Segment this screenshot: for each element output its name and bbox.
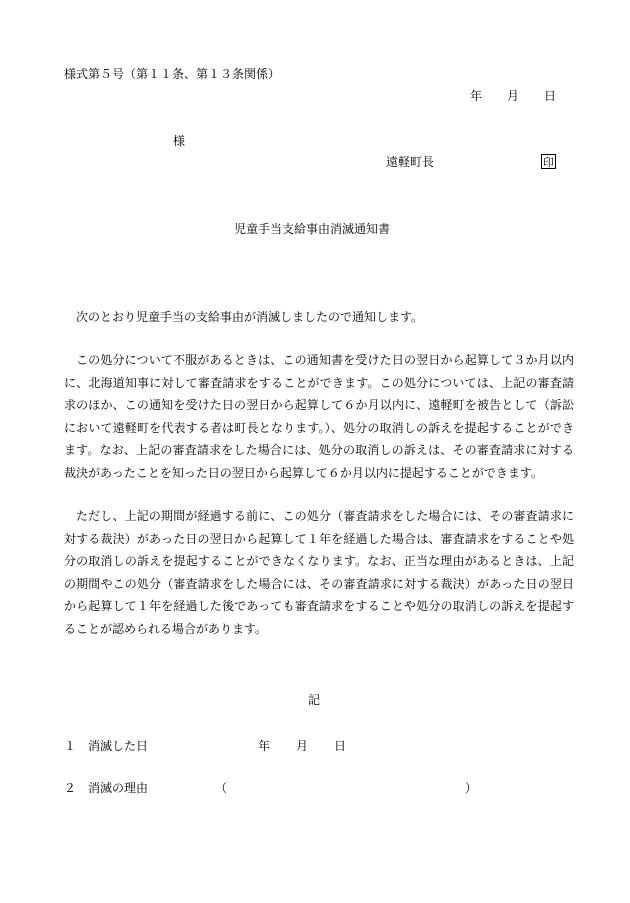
- seal-stamp: 印: [543, 156, 554, 169]
- intro-paragraph: [64, 306, 574, 329]
- extinction-year-label: 年: [258, 739, 271, 753]
- sender-name: 遠軽町長: [386, 155, 435, 169]
- appeal-text: この処分について不服があるときは、この通知書を受けた日の翌日から起算して３か月以内に、北海道知事に対して審査請求をすることができます。この処分については、上記の審査請求のほか、この通知を受けた日の翌日から起算して６か月以内に、遠軽町を被告として（訴訟において遠軽町を代表する者は町長となります。）、処分の取消しの訴えを提起することができます。なお、上記の審査請求をした場合には、処分の取消しの訴えは、その審査請求に対する裁決があったことを知った日の翌日から起算して６か月以内に提起することができます。: [64, 353, 574, 480]
- proviso-paragraph: [64, 505, 574, 640]
- item-number: １: [64, 739, 77, 753]
- reason-close-paren: ）: [465, 781, 478, 795]
- issue-date: [470, 90, 556, 102]
- intro-text: 次のとおり児童手当の支給事由が消滅しましたので通知します。: [76, 310, 424, 324]
- reason-open-paren: （: [215, 781, 228, 795]
- item-extinction-date: [64, 740, 346, 752]
- extinction-month-label: 月: [296, 739, 309, 753]
- date-month-label: 月: [507, 89, 520, 103]
- date-day-label: 日: [544, 89, 557, 103]
- item-number: ２: [64, 781, 77, 795]
- date-year-label: 年: [470, 89, 483, 103]
- document-title: 児童手当支給事由消滅通知書: [234, 222, 391, 236]
- form-number: 様式第５号（第１１条、第１３条関係）: [64, 67, 281, 81]
- addressee-suffix: 様: [173, 134, 186, 148]
- proviso-text: ただし、上記の期間が経過する前に、この処分（審査請求をした場合には、その審査請求に対する裁決）があった日の翌日から起算して１年を経過した場合は、審査請求をすることや処分の取消しの訴えを提起することができなくなります。なお、正当な理由があるときは、上記の期間やこの処分（審査請求をした場合には、その審査請求に対する裁決）があった日の翌日から起算して１年を経過した後であっても審査請求をすることや処分の取消しの訴えを提起することが認められる場合があります。: [64, 509, 574, 636]
- item-extinction-reason: [64, 782, 477, 794]
- item-label: 消滅した日: [88, 739, 149, 753]
- item-label: 消滅の理由: [88, 781, 149, 795]
- extinction-day-label: 日: [334, 739, 347, 753]
- ki-heading: 記: [308, 693, 321, 707]
- appeal-paragraph: [64, 349, 574, 484]
